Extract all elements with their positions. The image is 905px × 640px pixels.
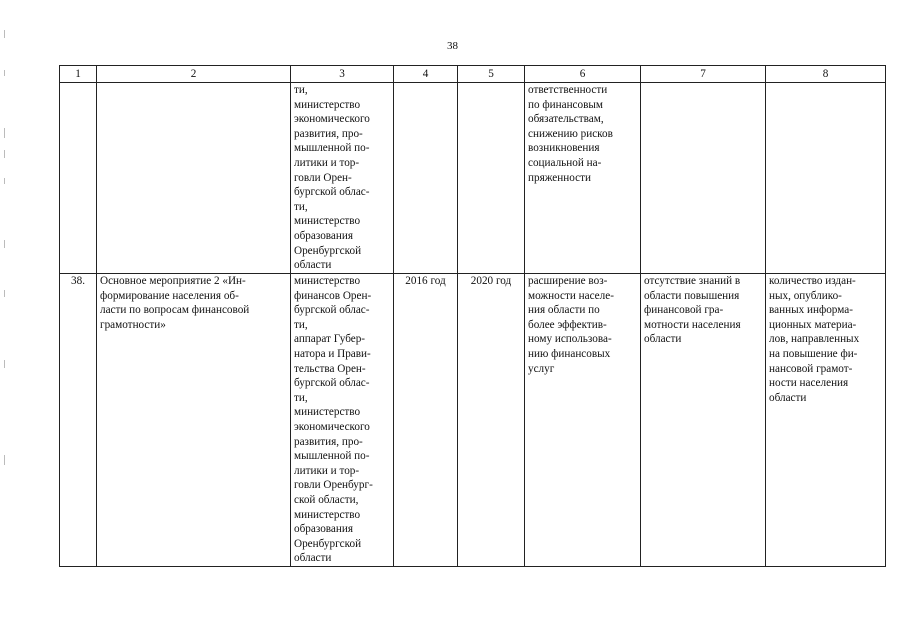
expected-result: расширение воз- можности населе- ния области по более эффектив- ному использова- нию финансовых услуг (525, 274, 641, 567)
col-header-6: 6 (525, 66, 641, 83)
col-header-2: 2 (97, 66, 291, 83)
risks: отсутствие знаний в области повышения финансовой гра- мотности населения области (641, 274, 766, 567)
header-row (60, 66, 886, 83)
risks (641, 83, 766, 274)
event-name: Основное мероприятие 2 «Ин- формирование населения об- ласти по вопросам финансовой грамотности» (97, 274, 291, 567)
row-number (60, 83, 97, 274)
page-number: 38 (447, 40, 458, 52)
measures-table (59, 65, 886, 567)
event-name (97, 83, 291, 274)
col-header-5: 5 (458, 66, 525, 83)
executors: министерство финансов Орен- бургской облас- ти, аппарат Губер- натора и Прави- тельства Орен- бургской облас- ти, министерство экономического развития, про- мышленной по- литики и тор- говли Оренбург- ской области, министерство образования Оренбургской области (291, 274, 394, 567)
col-header-1: 1 (60, 66, 97, 83)
end-year: 2020 год (458, 274, 525, 567)
executors: ти, министерство экономического развития, про- мышленной по- литики и тор- говли Орен- бургской облас- ти, министерство образования Оренбургской области (291, 83, 394, 274)
start-year (394, 83, 458, 274)
expected-result: ответственности по финансовым обязательствам, снижению рисков возникновения социальной на- пряженности (525, 83, 641, 274)
start-year: 2016 год (394, 274, 458, 567)
col-header-4: 4 (394, 66, 458, 83)
col-header-7: 7 (641, 66, 766, 83)
col-header-8: 8 (766, 66, 886, 83)
indicator (766, 83, 886, 274)
table-row (60, 83, 886, 274)
col-header-3: 3 (291, 66, 394, 83)
table-row (60, 274, 886, 567)
indicator: количество издан- ных, опублико- ванных информа- ционных материа- лов, направленных на повышение фи- нансовой грамот- ности населения области (766, 274, 886, 567)
row-number: 38. (60, 274, 97, 567)
end-year (458, 83, 525, 274)
